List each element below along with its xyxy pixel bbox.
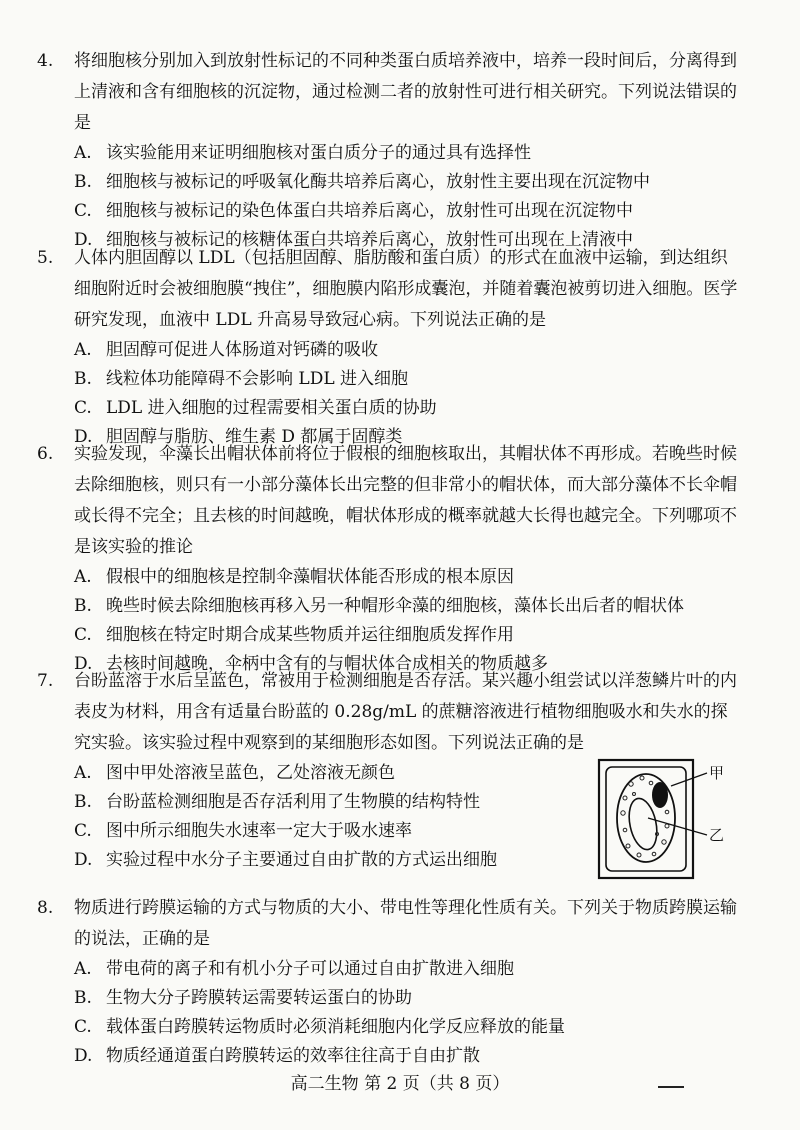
cell-wall-inner	[606, 767, 686, 871]
option-d	[0, 1042, 800, 1071]
question-number: 5.	[37, 248, 54, 268]
option-letter: A.	[74, 959, 92, 979]
option-letter: C.	[74, 201, 92, 221]
option-text: 假根中的细胞核是控制伞藻帽状体能否形成的根本原因	[106, 567, 514, 587]
option-text: 晚些时候去除细胞核再移入另一种帽形伞藻的细胞核，藻体长出后者的帽状体	[106, 596, 684, 616]
option-text: 实验过程中水分子主要通过自由扩散的方式运出细胞	[106, 850, 497, 870]
option-letter: D.	[74, 230, 93, 250]
option-letter: D.	[74, 427, 93, 447]
option-a	[0, 955, 800, 984]
option-text: 胆固醇与脂肪、维生素 D 都属于固醇类	[106, 427, 403, 447]
option-letter: A.	[74, 567, 92, 587]
question-stem	[0, 439, 800, 563]
option-letter: B.	[74, 596, 92, 616]
option-letter: B.	[74, 172, 92, 192]
question-text: 实验发现，伞藻长出帽状体前将位于假根的细胞核取出，其帽状体不再形成。若晚些时候去除细胞核，则只有一小部分藻体长出完整的但非常小的帽状体，而大部分藻体不长伞帽或长得不完全；且去核的时间越晚，帽状体形成的概率就越大长得也越完全。下列哪项不是该实验的推论	[74, 444, 737, 557]
question-number: 4.	[37, 51, 54, 71]
option-letter: C.	[74, 1017, 92, 1037]
question-text: 物质进行跨膜运输的方式与物质的大小、带电性等理化性质有关。下列关于物质跨膜运输的说法，正确的是	[74, 898, 737, 949]
option-letter: A.	[74, 143, 92, 163]
question-number: 7.	[37, 671, 54, 691]
option-text: LDL 进入细胞的过程需要相关蛋白质的协助	[106, 398, 437, 418]
option-letter: B.	[74, 369, 92, 389]
option-text: 物质经通道蛋白跨膜转运的效率往往高于自由扩散	[106, 1046, 480, 1066]
question-stem	[0, 893, 800, 955]
question-stem	[0, 243, 800, 336]
option-c	[0, 621, 800, 650]
option-c	[0, 1013, 800, 1042]
question-8	[0, 893, 800, 1071]
option-text: 细胞核与被标记的染色体蛋白共培养后离心，放射性可出现在沉淀物中	[106, 201, 633, 221]
option-text: 图中所示细胞失水速率一定大于吸水速率	[106, 821, 412, 841]
option-text: 图中甲处溶液呈蓝色，乙处溶液无颜色	[106, 763, 395, 783]
option-text: 胆固醇可促进人体肠道对钙磷的吸收	[106, 340, 378, 360]
option-b	[0, 984, 800, 1013]
option-text: 线粒体功能障碍不会影响 LDL 进入细胞	[106, 369, 409, 389]
option-text: 台盼蓝检测细胞是否存活利用了生物膜的结构特性	[106, 792, 480, 812]
option-c	[0, 197, 800, 226]
question-6	[0, 439, 800, 679]
option-text: 载体蛋白跨膜转运物质时必须消耗细胞内化学反应释放的能量	[106, 1017, 565, 1037]
question-stem	[0, 666, 800, 759]
option-text: 去核时间越晚，伞柄中含有的与帽状体合成相关的物质越多	[106, 654, 548, 674]
option-text: 细胞核在特定时期合成某些物质并运往细胞质发挥作用	[106, 625, 514, 645]
option-c	[0, 394, 800, 423]
question-number: 6.	[37, 444, 54, 464]
option-text: 带电荷的离子和有机小分子可以通过自由扩散进入细胞	[106, 959, 514, 979]
question-text: 人体内胆固醇以 LDL（包括胆固醇、脂肪酸和蛋白质）的形式在血液中运输，到达组织细胞附近时会被细胞膜“拽住”，细胞膜内陷形成囊泡，并随着囊泡被剪切进入细胞。医学研究发现，血液中 LDL 升高易导致冠心病。下列说法正确的是	[74, 248, 738, 330]
option-letter: D.	[74, 850, 93, 870]
option-text: 生物大分子跨膜转运需要转运蛋白的协助	[106, 988, 412, 1008]
figure-label-jia: 甲	[709, 764, 725, 782]
option-text: 细胞核与被标记的核糖体蛋白共培养后离心，放射性可出现在上清液中	[106, 230, 633, 250]
option-letter: B.	[74, 988, 92, 1008]
option-text: 该实验能用来证明细胞核对蛋白质分子的通过具有选择性	[106, 143, 531, 163]
footer-dash	[658, 1086, 684, 1088]
plasmolyzed-cell-drawing	[597, 758, 727, 880]
pointer-line-jia	[671, 773, 707, 786]
option-b	[0, 168, 800, 197]
option-letter: C.	[74, 821, 92, 841]
option-a	[0, 336, 800, 365]
figure-label-yi: 乙	[709, 826, 725, 844]
plant-cell-figure	[597, 758, 727, 880]
option-letter: D.	[74, 1046, 93, 1066]
option-text: 细胞核与被标记的呼吸氧化酶共培养后离心，放射性主要出现在沉淀物中	[106, 172, 650, 192]
option-a	[0, 139, 800, 168]
nucleus	[652, 782, 668, 808]
option-letter: B.	[74, 792, 92, 812]
question-number: 8.	[37, 898, 54, 918]
question-5	[0, 243, 800, 452]
option-a	[0, 563, 800, 592]
page-footer: 高二生物 第 2 页（共 8 页）	[290, 1074, 510, 1094]
question-4	[0, 46, 800, 255]
cell-wall-outer	[599, 760, 693, 878]
question-text: 将细胞核分别加入到放射性标记的不同种类蛋白质培养液中，培养一段时间后，分离得到上清液和含有细胞核的沉淀物，通过检测二者的放射性可进行相关研究。下列说法错误的是	[74, 51, 737, 133]
option-letter: C.	[74, 625, 92, 645]
option-letter: C.	[74, 398, 92, 418]
question-stem	[0, 46, 800, 139]
question-text: 台盼蓝溶于水后呈蓝色，常被用于检测细胞是否存活。某兴趣小组尝试以洋葱鳞片叶的内表皮为材料，用含有适量台盼蓝的 0.28g/mL 的蔗糖溶液进行植物细胞吸水和失水的探究实验。该实验过程中观察到的某细胞形态如图。下列说法正确的是	[74, 671, 737, 753]
option-letter: A.	[74, 340, 92, 360]
option-letter: A.	[74, 763, 92, 783]
option-b	[0, 365, 800, 394]
option-b	[0, 592, 800, 621]
option-letter: D.	[74, 654, 93, 674]
